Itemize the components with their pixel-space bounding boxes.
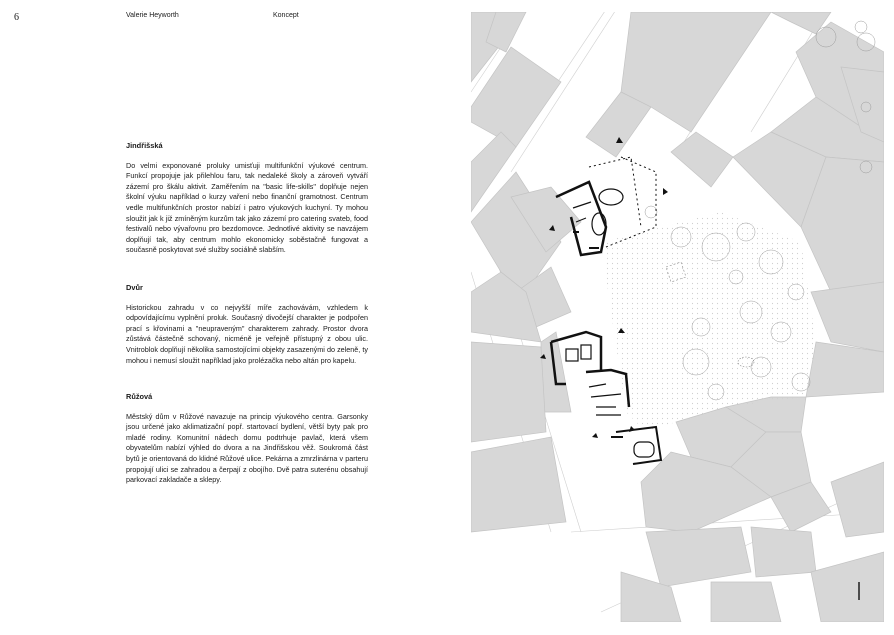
text-block-jindrisska	[126, 141, 368, 256]
author-name: Valerie Heyworth	[126, 12, 179, 19]
block-heading: Jindřišská	[126, 141, 163, 150]
text-block-dvur	[126, 283, 368, 366]
block-body: Do velmi exponované proluky umisťuji multifunkční výukové centrum. Funkcí propojuje jak přilehlou faru, tak nedaleké školy a zároveň vytváří zázemí pro škálu aktivit. Zaměřením na "basic life-skills" doplňuje nejen školní výuku například o kurzy vaření nebo finanční gramotnost. Centrum vedle multifunkčních prostor nabízí i patro výukových kuchyní. Ty mohou sloužit jak k již zmíněným kurzům tak jako zázemí pro catering svateb, food festivalů nebo vývařovnu pro bezdomovce. Jednotlivé aktivity se navzájem doplňují tak, aby centrum mohlo ekonomicky soběstačně fungovat a současně poskytovat své služby sociálně slabším.	[126, 160, 368, 255]
site-plan	[471, 12, 884, 622]
section-title: Koncept	[273, 12, 299, 19]
block-body: Historickou zahradu v co nejvyšší míře zachovávám, vzhledem k odpovídajícímu vyplnění proluk. Současný divočejší charakter je podpořen prací s křovinami a "neupraveným" charakterem zahrady. Prostor dvora zůstává částečně schovaný, nicméně je veřejně přístupný z obou ulic. Vnitroblok doplňují několika samostojícími objekty zasazenými do zeleně, ty mohou i nemusí sloužit například jako prolézačka nebo altán pro kapelu.	[126, 302, 368, 365]
page-number: 6	[14, 12, 19, 23]
text-block-ruzova	[126, 392, 368, 486]
block-heading: Růžová	[126, 392, 153, 401]
block-heading: Dvůr	[126, 283, 143, 292]
block-body: Městský dům v Růžové navazuje na princip výukového centra. Garsonky jsou určené jako aklimatizační popř. startovací bydlení, větší byty pak pro mladé rodiny. Komunitní nádech domu podtrhuje pavlač, která všem obyvatelům nabízí výhled do dvora a na Jindřišskou věž. Soukromá část bytů je orientovaná do klidné Růžové ulice. Pekárna a zmrzlinárna v parteru propojují ulici se zahradou a čerpají z obojího. Dvě patra suterénu obsahují parkovací zakladače a sklepy.	[126, 411, 368, 485]
